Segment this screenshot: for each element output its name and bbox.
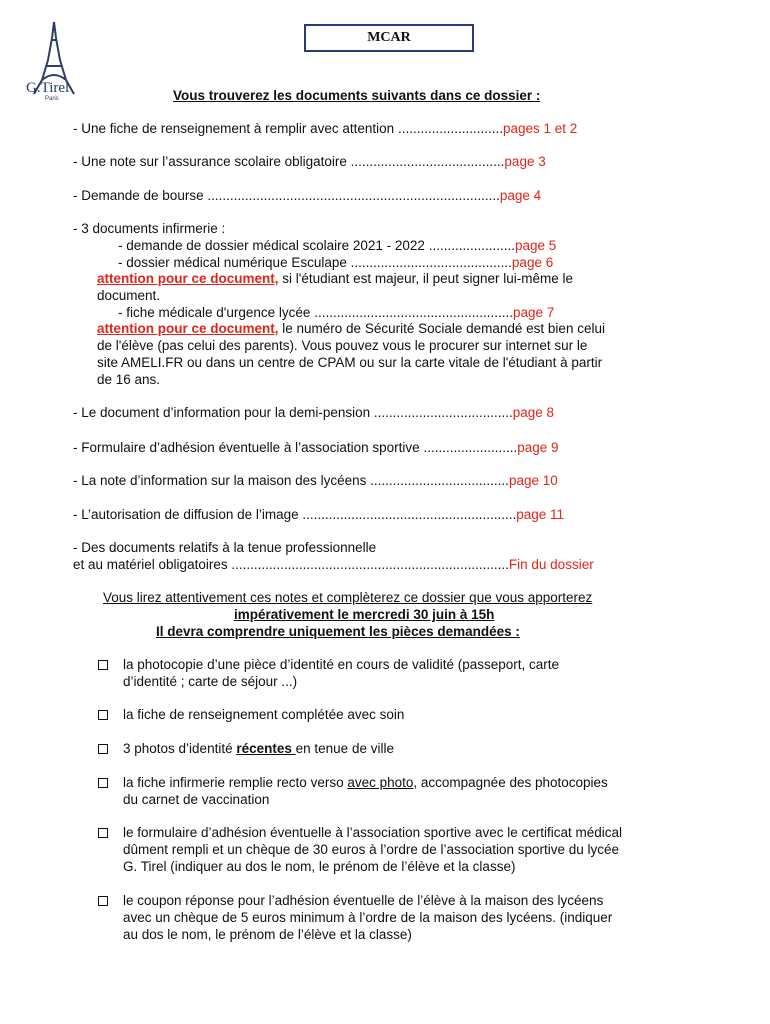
list-item: - Une note sur l’assurance scolaire obligatoire .........................................page 3 xyxy=(73,154,546,169)
instruction-line: Vous lirez attentivement ces notes et complèterez ce dossier que vous apporterez xyxy=(103,590,593,605)
checkbox-icon[interactable] xyxy=(98,896,108,906)
list-item: - La note d’information sur la maison des lycéens .....................................page 10 xyxy=(73,473,558,488)
list-item: - Une fiche de renseignement à remplir avec attention ............................pages 1 et 2 xyxy=(73,121,578,136)
checklist-item: au dos le nom, le prénom de l’élève et la classe) xyxy=(123,927,412,942)
checklist-item: la photocopie d’une pièce d’identité en cours de validité (passeport, carte xyxy=(123,657,560,672)
checklist-item: G. Tirel (indiquer au dos le nom, le prénom de l’élève et la classe) xyxy=(123,859,516,874)
list-item: - Le document d’information pour la demi-pension .....................................page 8 xyxy=(73,405,554,420)
instruction-deadline: impérativement le mercredi 30 juin à 15h xyxy=(234,607,495,622)
infirmerie-heading: - 3 documents infirmerie : xyxy=(73,221,226,236)
checkbox-icon[interactable] xyxy=(98,660,108,670)
list-item: - Demande de bourse ..............................................................................page 4 xyxy=(73,188,542,203)
header-code: MCAR xyxy=(367,30,411,45)
list-item: - fiche médicale d'urgence lycée .....................................................page 7 xyxy=(118,305,555,320)
checklist-item: le formulaire d’adhésion éventuelle à l’association sportive avec le certificat médical xyxy=(123,825,623,840)
checklist-item: la fiche infirmerie remplie recto verso avec photo, accompagnée des photocopies xyxy=(123,775,608,790)
note-line: site AMELI.FR ou dans un centre de CPAM ou sur la carte vitale de l'étudiant à partir xyxy=(97,355,603,370)
logo-city: Paris xyxy=(45,96,59,102)
list-item: - Formulaire d’adhésion éventuelle à l’association sportive .........................page 9 xyxy=(73,440,559,455)
list-item: - L’autorisation de diffusion de l’image .........................................................page 11 xyxy=(73,507,565,522)
checkbox-icon[interactable] xyxy=(98,710,108,720)
note-line: attention pour ce document, si l'étudiant est majeur, il peut signer lui-même le xyxy=(97,271,573,286)
note-line: de l'élève (pas celui des parents). Vous pouvez vous le procurer sur internet sur le xyxy=(97,338,588,353)
instruction-line: Il devra comprendre uniquement les pièces demandées : xyxy=(156,624,520,639)
checklist-item: la fiche de renseignement complétée avec soin xyxy=(123,707,405,722)
note-line: document. xyxy=(97,288,161,303)
header-code-box xyxy=(304,24,474,52)
checkbox-icon[interactable] xyxy=(98,778,108,788)
list-item: - demande de dossier médical scolaire 2021 - 2022 .......................page 5 xyxy=(118,238,557,253)
note-line: de 16 ans. xyxy=(97,372,161,387)
note-line: attention pour ce document, le numéro de Sécurité Sociale demandé est bien celui xyxy=(97,321,605,336)
checklist-item: dûment rempli et un chèque de 30 euros à l’ordre de l’association sportive du lycée xyxy=(123,842,620,857)
checkbox-icon[interactable] xyxy=(98,828,108,838)
checklist-item: du carnet de vaccination xyxy=(123,792,270,807)
logo-name: G.Tirel xyxy=(26,80,70,96)
checklist-item: le coupon réponse pour l’adhésion éventuelle de l’élève à la maison des lycéens xyxy=(123,893,604,908)
checkbox-icon[interactable] xyxy=(98,744,108,754)
list-item: - dossier médical numérique Esculape ...........................................page 6 xyxy=(118,255,554,270)
checklist-item: d’identité ; carte de séjour ...) xyxy=(123,674,298,689)
checklist-item: avec un chèque de 5 euros minimum à l’ordre de la maison des lycéens. (indiquer xyxy=(123,910,613,925)
checklist-item: 3 photos d’identité récentes en tenue de ville xyxy=(123,741,394,756)
list-item: et au matériel obligatoires ..........................................................................Fin du dossier xyxy=(73,557,594,572)
document-title: Vous trouverez les documents suivants dans ce dossier : xyxy=(173,88,541,103)
list-item: - Des documents relatifs à la tenue professionnelle xyxy=(73,540,377,555)
